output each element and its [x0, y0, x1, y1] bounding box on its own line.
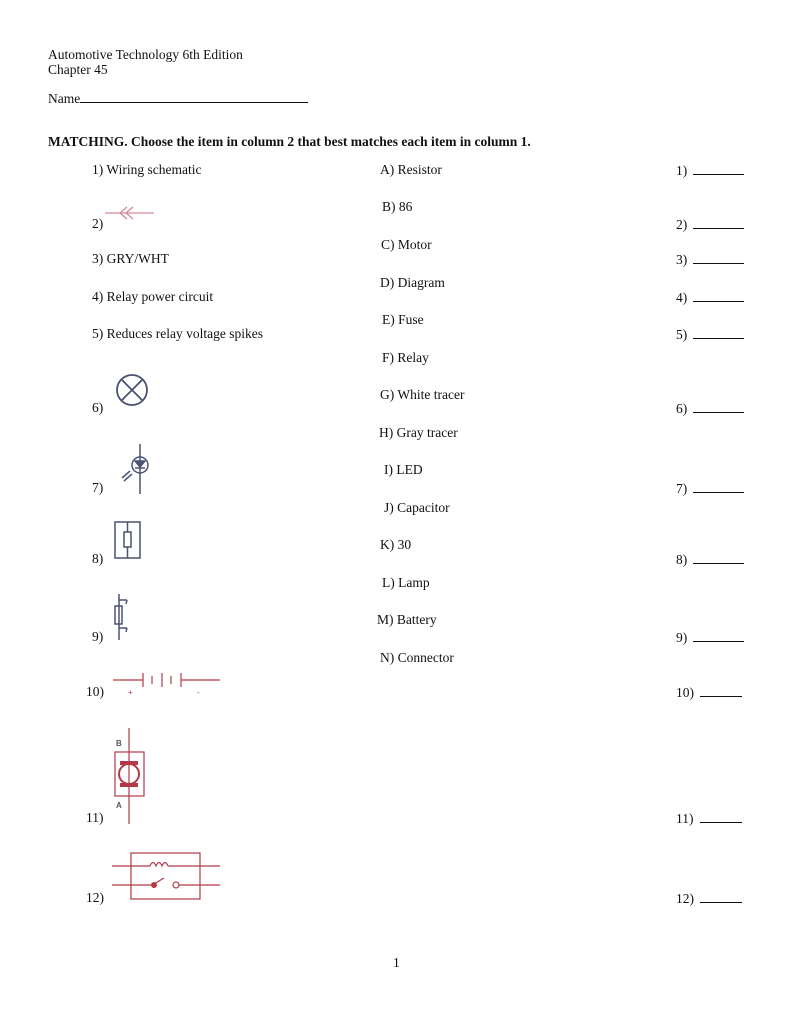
answer-6[interactable]: 6) — [676, 400, 744, 417]
name-field[interactable] — [48, 90, 308, 107]
motor-label-b: B — [116, 739, 122, 748]
option-c: C) Motor — [381, 237, 432, 252]
item-8-num: 8) — [92, 551, 104, 566]
battery-symbol-icon — [113, 672, 223, 698]
led-symbol-icon — [116, 444, 156, 494]
option-f: F) Relay — [382, 350, 429, 365]
item-5: 5) Reduces relay voltage spikes — [92, 326, 263, 341]
answer-12[interactable]: 12) — [676, 890, 742, 907]
battery-minus: - — [197, 688, 200, 697]
answer-7[interactable]: 7) — [676, 480, 744, 497]
item-12-num: 12) — [86, 890, 104, 905]
page-number: 1 — [393, 955, 400, 970]
option-j: J) Capacitor — [384, 500, 450, 515]
answer-1[interactable]: 1) — [676, 162, 744, 179]
option-b: B) 86 — [382, 199, 413, 214]
option-g: G) White tracer — [380, 387, 465, 402]
relay-symbol-icon — [112, 852, 222, 902]
item-4: 4) Relay power circuit — [92, 289, 214, 304]
instructions: MATCHING. Choose the item in column 2 that best matches each item in column 1. — [48, 134, 531, 149]
connector-symbol-icon — [105, 206, 155, 220]
name-label: Name — [48, 91, 81, 106]
option-m: M) Battery — [377, 612, 437, 627]
motor-label-a: A — [116, 801, 122, 810]
option-e: E) Fuse — [382, 312, 424, 327]
chapter-title: Chapter 45 — [48, 62, 108, 77]
item-10-num: 10) — [86, 684, 104, 699]
answer-10[interactable]: 10) — [676, 684, 742, 701]
option-d: D) Diagram — [380, 275, 445, 290]
option-k: K) 30 — [380, 537, 412, 552]
answer-9[interactable]: 9) — [676, 629, 744, 646]
item-6-num: 6) — [92, 400, 104, 415]
resistor-symbol-icon — [114, 521, 142, 561]
item-3: 3) GRY/WHT — [92, 251, 169, 266]
option-a: A) Resistor — [380, 162, 442, 177]
answer-8[interactable]: 8) — [676, 551, 744, 568]
book-title: Automotive Technology 6th Edition — [48, 47, 243, 62]
answer-5[interactable]: 5) — [676, 326, 744, 343]
option-n: N) Connector — [380, 650, 454, 665]
motor-symbol-icon — [113, 728, 153, 824]
answer-11[interactable]: 11) — [676, 810, 742, 827]
option-l: L) Lamp — [382, 575, 430, 590]
option-i: I) LED — [384, 462, 423, 477]
option-h: H) Gray tracer — [379, 425, 458, 440]
item-2-num: 2) — [92, 216, 104, 231]
answer-4[interactable]: 4) — [676, 289, 744, 306]
answer-3[interactable]: 3) — [676, 251, 744, 268]
item-1: 1) Wiring schematic — [92, 162, 202, 177]
item-9-num: 9) — [92, 629, 104, 644]
battery-plus: + — [128, 688, 133, 697]
lamp-symbol-icon — [114, 372, 150, 408]
item-11-num: 11) — [86, 810, 104, 825]
fuse-symbol-icon — [112, 594, 132, 640]
answer-2[interactable]: 2) — [676, 216, 744, 233]
item-7-num: 7) — [92, 480, 104, 495]
